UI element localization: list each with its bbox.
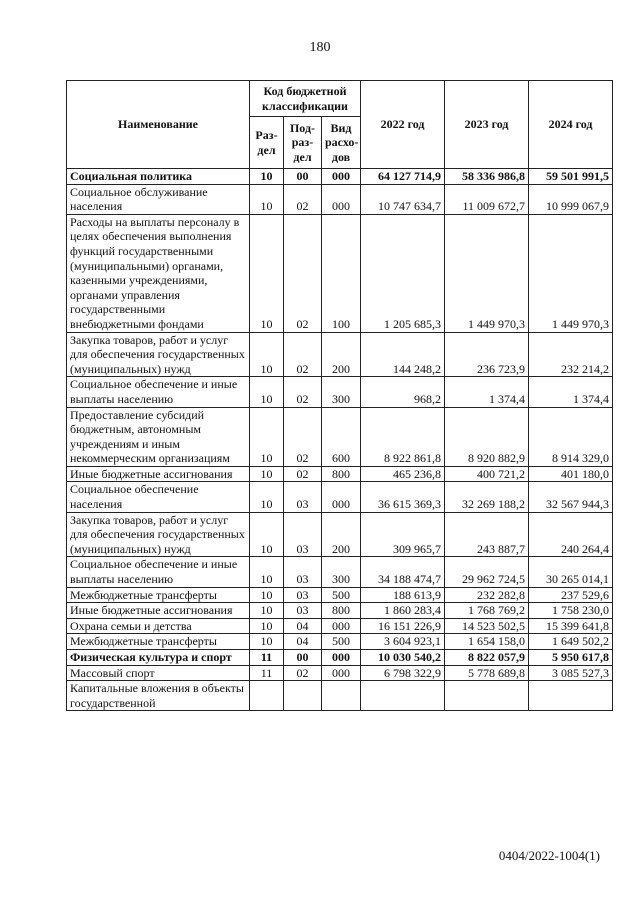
cell-name: Межбюджетные трансферты [67, 587, 250, 603]
cell-razdel: 10 [250, 482, 284, 512]
cell-vid: 100 [322, 214, 361, 332]
cell-podrazdel: 02 [284, 665, 322, 681]
table-row [67, 332, 613, 377]
cell-podrazdel: 03 [284, 512, 322, 557]
cell-y2022: 465 236,8 [361, 466, 445, 482]
cell-razdel: 10 [250, 407, 284, 466]
cell-y2023: 58 336 986,8 [445, 169, 529, 185]
header-vid: Вид расхо-дов [322, 117, 361, 169]
cell-y2024: 8 914 329,0 [529, 407, 613, 466]
table-body [67, 169, 613, 711]
cell-y2024: 32 567 944,3 [529, 482, 613, 512]
cell-vid: 000 [322, 650, 361, 666]
table-row [67, 557, 613, 587]
cell-name: Капитальные вложения в объекты государственной [67, 681, 250, 711]
cell-y2024: 1 449 970,3 [529, 214, 613, 332]
cell-razdel: 10 [250, 587, 284, 603]
cell-y2022: 10 030 540,2 [361, 650, 445, 666]
cell-y2022: 16 151 226,9 [361, 618, 445, 634]
table-row [67, 377, 613, 407]
cell-podrazdel: 04 [284, 618, 322, 634]
header-code-group: Код бюджетной классификации [250, 81, 361, 117]
cell-y2022: 309 965,7 [361, 512, 445, 557]
cell-name: Социальное обеспечение населения [67, 482, 250, 512]
header-razdel: Раз-дел [250, 117, 284, 169]
cell-y2023: 1 449 970,3 [445, 214, 529, 332]
cell-y2024: 5 950 617,8 [529, 650, 613, 666]
cell-name: Закупка товаров, работ и услуг для обеспечения государственных (муниципальных) нужд [67, 332, 250, 377]
table-row [67, 407, 613, 466]
table-row [67, 512, 613, 557]
cell-y2023: 236 723,9 [445, 332, 529, 377]
cell-podrazdel: 02 [284, 214, 322, 332]
cell-y2024: 10 999 067,9 [529, 184, 613, 214]
table-row [67, 169, 613, 185]
cell-podrazdel: 00 [284, 650, 322, 666]
cell-name: Социальное обеспечение и иные выплаты населению [67, 557, 250, 587]
page-number: 180 [309, 40, 331, 55]
cell-y2022: 1 860 283,4 [361, 603, 445, 619]
cell-razdel [250, 681, 284, 711]
cell-y2024: 3 085 527,3 [529, 665, 613, 681]
cell-vid: 500 [322, 634, 361, 650]
cell-y2023: 1 654 158,0 [445, 634, 529, 650]
cell-podrazdel: 02 [284, 466, 322, 482]
cell-y2023: 8 822 057,9 [445, 650, 529, 666]
cell-razdel: 10 [250, 634, 284, 650]
cell-vid: 200 [322, 512, 361, 557]
cell-vid: 500 [322, 587, 361, 603]
cell-name: Социальное обслуживание населения [67, 184, 250, 214]
table-row [67, 603, 613, 619]
cell-razdel: 10 [250, 214, 284, 332]
cell-y2022: 1 205 685,3 [361, 214, 445, 332]
cell-vid: 000 [322, 184, 361, 214]
header-2022: 2022 год [361, 81, 445, 169]
cell-y2023: 14 523 502,5 [445, 618, 529, 634]
cell-name: Социальная политика [67, 169, 250, 185]
cell-razdel: 10 [250, 169, 284, 185]
cell-y2024: 1 758 230,0 [529, 603, 613, 619]
cell-y2024: 1 649 502,2 [529, 634, 613, 650]
cell-y2023: 1 374,4 [445, 377, 529, 407]
cell-podrazdel: 03 [284, 482, 322, 512]
cell-y2024: 59 501 991,5 [529, 169, 613, 185]
table-row [67, 466, 613, 482]
table-row [67, 634, 613, 650]
cell-y2023: 32 269 188,2 [445, 482, 529, 512]
cell-vid: 800 [322, 603, 361, 619]
cell-vid: 200 [322, 332, 361, 377]
cell-y2022: 36 615 369,3 [361, 482, 445, 512]
cell-y2024: 401 180,0 [529, 466, 613, 482]
cell-y2024: 15 399 641,8 [529, 618, 613, 634]
table-row [67, 184, 613, 214]
cell-y2023: 1 768 769,2 [445, 603, 529, 619]
cell-name: Массовый спорт [67, 665, 250, 681]
cell-podrazdel: 02 [284, 332, 322, 377]
cell-y2024: 232 214,2 [529, 332, 613, 377]
cell-y2023: 11 009 672,7 [445, 184, 529, 214]
cell-y2022 [361, 681, 445, 711]
cell-y2024: 30 265 014,1 [529, 557, 613, 587]
header-name: Наименование [67, 81, 250, 169]
cell-podrazdel [284, 681, 322, 711]
cell-name: Социальное обеспечение и иные выплаты населению [67, 377, 250, 407]
table-row [67, 665, 613, 681]
cell-y2023: 5 778 689,8 [445, 665, 529, 681]
cell-y2022: 10 747 634,7 [361, 184, 445, 214]
cell-vid [322, 681, 361, 711]
table-row [67, 618, 613, 634]
header-2023: 2023 год [445, 81, 529, 169]
table-row [67, 214, 613, 332]
document-code: 0404/2022-1004(1) [498, 848, 600, 863]
cell-y2022: 6 798 322,9 [361, 665, 445, 681]
header-2024: 2024 год [529, 81, 613, 169]
cell-razdel: 10 [250, 512, 284, 557]
table-row [67, 482, 613, 512]
cell-podrazdel: 00 [284, 169, 322, 185]
cell-y2023: 243 887,7 [445, 512, 529, 557]
cell-y2024: 237 529,6 [529, 587, 613, 603]
cell-podrazdel: 04 [284, 634, 322, 650]
cell-vid: 000 [322, 482, 361, 512]
cell-razdel: 10 [250, 557, 284, 587]
cell-vid: 800 [322, 466, 361, 482]
cell-y2022: 34 188 474,7 [361, 557, 445, 587]
cell-y2023: 232 282,8 [445, 587, 529, 603]
header-podrazdel: Под-раз-дел [284, 117, 322, 169]
cell-y2022: 188 613,9 [361, 587, 445, 603]
cell-vid: 600 [322, 407, 361, 466]
cell-podrazdel: 03 [284, 557, 322, 587]
cell-y2022: 968,2 [361, 377, 445, 407]
cell-vid: 300 [322, 377, 361, 407]
cell-razdel: 10 [250, 184, 284, 214]
cell-razdel: 10 [250, 332, 284, 377]
cell-y2024: 240 264,4 [529, 512, 613, 557]
cell-razdel: 10 [250, 466, 284, 482]
cell-razdel: 10 [250, 377, 284, 407]
cell-podrazdel: 02 [284, 184, 322, 214]
cell-podrazdel: 02 [284, 407, 322, 466]
cell-name: Расходы на выплаты персоналу в целях обеспечения выполнения функций государственными (муниципальными) органами, казенными учреждениями, органами управления государственными внебюджетными фондами [67, 214, 250, 332]
cell-razdel: 10 [250, 618, 284, 634]
cell-name: Предоставление субсидий бюджетным, автономным учреждениям и иным некоммерческим организациям [67, 407, 250, 466]
cell-name: Охрана семьи и детства [67, 618, 250, 634]
cell-y2022: 64 127 714,9 [361, 169, 445, 185]
cell-name: Закупка товаров, работ и услуг для обеспечения государственных (муниципальных) нужд [67, 512, 250, 557]
cell-y2022: 3 604 923,1 [361, 634, 445, 650]
cell-y2024: 1 374,4 [529, 377, 613, 407]
cell-podrazdel: 03 [284, 603, 322, 619]
table-header [67, 81, 613, 169]
cell-y2022: 8 922 861,8 [361, 407, 445, 466]
cell-vid: 000 [322, 618, 361, 634]
cell-vid: 000 [322, 665, 361, 681]
cell-name: Иные бюджетные ассигнования [67, 466, 250, 482]
cell-vid: 000 [322, 169, 361, 185]
cell-y2023: 400 721,2 [445, 466, 529, 482]
cell-razdel: 11 [250, 665, 284, 681]
cell-y2023 [445, 681, 529, 711]
cell-y2024 [529, 681, 613, 711]
table-row [67, 681, 613, 711]
cell-y2022: 144 248,2 [361, 332, 445, 377]
cell-podrazdel: 03 [284, 587, 322, 603]
cell-name: Межбюджетные трансферты [67, 634, 250, 650]
cell-name: Физическая культура и спорт [67, 650, 250, 666]
table-row [67, 587, 613, 603]
cell-y2023: 29 962 724,5 [445, 557, 529, 587]
cell-name: Иные бюджетные ассигнования [67, 603, 250, 619]
cell-razdel: 10 [250, 603, 284, 619]
table-row [67, 650, 613, 666]
cell-razdel: 11 [250, 650, 284, 666]
budget-table [66, 80, 613, 711]
cell-podrazdel: 02 [284, 377, 322, 407]
cell-y2023: 8 920 882,9 [445, 407, 529, 466]
cell-vid: 300 [322, 557, 361, 587]
